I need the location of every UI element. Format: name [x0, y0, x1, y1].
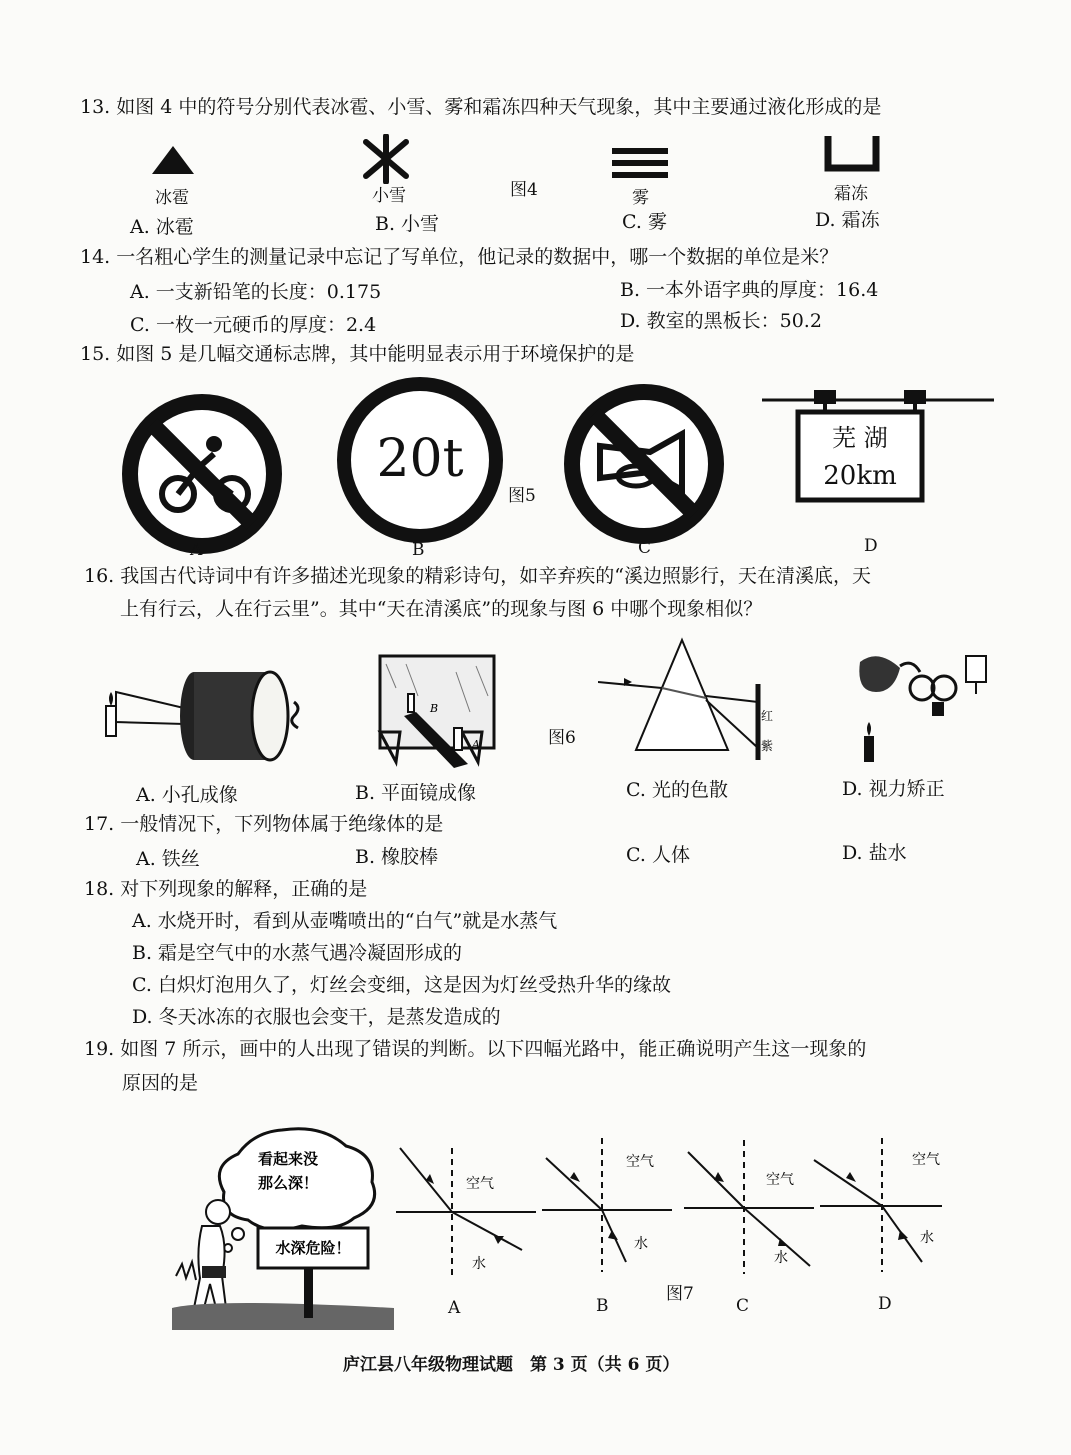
- q18-option-a[interactable]: A. 水烧开时，看到从壶嘴喷出的“白气”就是水蒸气: [132, 910, 558, 932]
- violet-label: 紫: [761, 739, 774, 753]
- q14-option-b[interactable]: B. 一本外语字典的厚度：16.4: [620, 279, 879, 301]
- figure-4-label: 图4: [510, 180, 538, 200]
- frost-symbol-icon: [824, 134, 882, 174]
- q16-option-d[interactable]: D. 视力矫正: [842, 778, 945, 800]
- sign-distance-text: 20km: [823, 461, 897, 491]
- q16-stem-line2: 上有行云，人在行云里”。其中“天在清溪底”的现象与图 6 中哪个现象相似？: [120, 598, 763, 620]
- q15-label-a: A: [190, 540, 203, 560]
- snow-symbol-icon: [358, 134, 414, 184]
- svg-text:B: B: [430, 702, 439, 715]
- fog-label: 雾: [632, 188, 649, 208]
- q19-label-d: D: [878, 1294, 892, 1314]
- vision-correction-diagram: [850, 648, 1000, 768]
- q16-option-b[interactable]: B. 平面镜成像: [355, 782, 477, 804]
- q15-label-b: B: [412, 540, 425, 560]
- no-horn-sign-icon: [560, 380, 728, 548]
- q15-stem: 15. 如图 5 是几幅交通标志牌，其中能明显表示用于环境保护的是: [80, 343, 635, 365]
- direction-sign-icon: [762, 388, 994, 508]
- q13-option-b[interactable]: B. 小雪: [375, 213, 440, 235]
- q18-option-b[interactable]: B. 霜是空气中的水蒸气遇冷凝固形成的: [132, 942, 463, 964]
- q15-label-d: D: [864, 536, 878, 556]
- q13-stem: 13. 如图 4 中的符号分别代表冰雹、小雪、雾和霜冻四种天气现象，其中主要通过液化形成的是: [80, 96, 882, 118]
- q18-option-c[interactable]: C. 白炽灯泡用久了，灯丝会变细，这是因为灯丝受热升华的缘故: [132, 974, 671, 996]
- light-path-d-diagram: [810, 1136, 950, 1276]
- figure-6-label: 图6: [548, 728, 576, 748]
- q16-option-c[interactable]: C. 光的色散: [626, 779, 728, 801]
- no-bicycle-sign-icon: [118, 390, 286, 558]
- figure-5-label: 图5: [508, 486, 536, 506]
- q17-option-b[interactable]: B. 橡胶棒: [355, 846, 439, 868]
- diagram-d-air: 空气: [912, 1152, 940, 1168]
- diagram-d-water: 水: [920, 1230, 934, 1246]
- q18-stem: 18. 对下列现象的解释，正确的是: [84, 878, 368, 900]
- q13-option-c[interactable]: C. 雾: [622, 211, 667, 233]
- light-path-c-diagram: [684, 1138, 814, 1278]
- q17-option-a[interactable]: A. 铁丝: [136, 848, 200, 870]
- q14-option-d[interactable]: D. 教室的黑板长：50.2: [620, 310, 822, 332]
- cartoon-person-illustration: [172, 1126, 394, 1330]
- snow-label: 小雪: [372, 186, 406, 206]
- fog-symbol-icon: [612, 146, 670, 180]
- q19-label-b: B: [596, 1296, 609, 1316]
- red-label: 红: [761, 709, 774, 723]
- light-path-b-diagram: [542, 1136, 672, 1276]
- frost-label: 霜冻: [834, 184, 868, 204]
- q19-stem-line1: 19. 如图 7 所示，画中的人出现了错误的判断。以下四幅光路中，能正确说明产生这一现象的: [84, 1038, 867, 1060]
- q19-label-a: A: [448, 1298, 461, 1318]
- diagram-c-water: 水: [774, 1250, 788, 1266]
- diagram-a-water: 水: [472, 1256, 486, 1272]
- q17-option-d[interactable]: D. 盐水: [842, 842, 907, 864]
- q14-option-c[interactable]: C. 一枚一元硬币的厚度：2.4: [130, 314, 377, 336]
- q17-option-c[interactable]: C. 人体: [626, 844, 690, 866]
- page-footer: 庐江县八年级物理试题 第 3 页（共 6 页）: [343, 1355, 680, 1375]
- danger-board-text: 水深危险！: [275, 1239, 351, 1257]
- q14-option-a[interactable]: A. 一支新铅笔的长度：0.175: [130, 281, 382, 303]
- diagram-b-air: 空气: [626, 1154, 654, 1170]
- q19-label-c: C: [736, 1296, 750, 1316]
- weight-limit-text: 20t: [376, 429, 464, 489]
- prism-dispersion-diagram: [598, 636, 788, 766]
- svg-text:A: A: [472, 738, 480, 751]
- diagram-b-water: 水: [634, 1236, 648, 1252]
- diagram-c-air: 空气: [766, 1172, 794, 1188]
- q14-stem: 14. 一名粗心学生的测量记录中忘记了写单位，他记录的数据中，哪一个数据的单位是米？: [80, 246, 839, 268]
- q19-stem-line2: 原因的是: [122, 1072, 199, 1094]
- figure-7-label: 图7: [666, 1284, 694, 1304]
- q18-option-d[interactable]: D. 冬天冰冻的衣服也会变干，是蒸发造成的: [132, 1006, 501, 1028]
- diagram-a-air: 空气: [466, 1176, 494, 1192]
- weight-limit-sign-icon: [334, 374, 506, 546]
- q16-option-a[interactable]: A. 小孔成像: [136, 784, 238, 806]
- thought-bubble-line1: 看起来没: [257, 1150, 319, 1168]
- q17-stem: 17. 一般情况下，下列物体属于绝缘体的是: [84, 813, 444, 835]
- hail-symbol-icon: [150, 142, 196, 178]
- sign-city-text: 芜 湖: [832, 424, 888, 452]
- q16-stem-line1: 16. 我国古代诗词中有许多描述光现象的精彩诗句，如辛弃疾的“溪边照影行，天在清溪底，天: [84, 565, 871, 587]
- hail-label: 冰雹: [155, 188, 189, 208]
- q15-label-c: C: [638, 538, 652, 558]
- q13-option-a[interactable]: A. 冰雹: [130, 216, 194, 238]
- q13-option-d[interactable]: D. 霜冻: [815, 209, 880, 231]
- pinhole-camera-diagram: [98, 650, 318, 770]
- light-path-a-diagram: [396, 1144, 536, 1284]
- plane-mirror-diagram: [366, 652, 506, 772]
- thought-bubble-line2: 那么深！: [257, 1174, 319, 1192]
